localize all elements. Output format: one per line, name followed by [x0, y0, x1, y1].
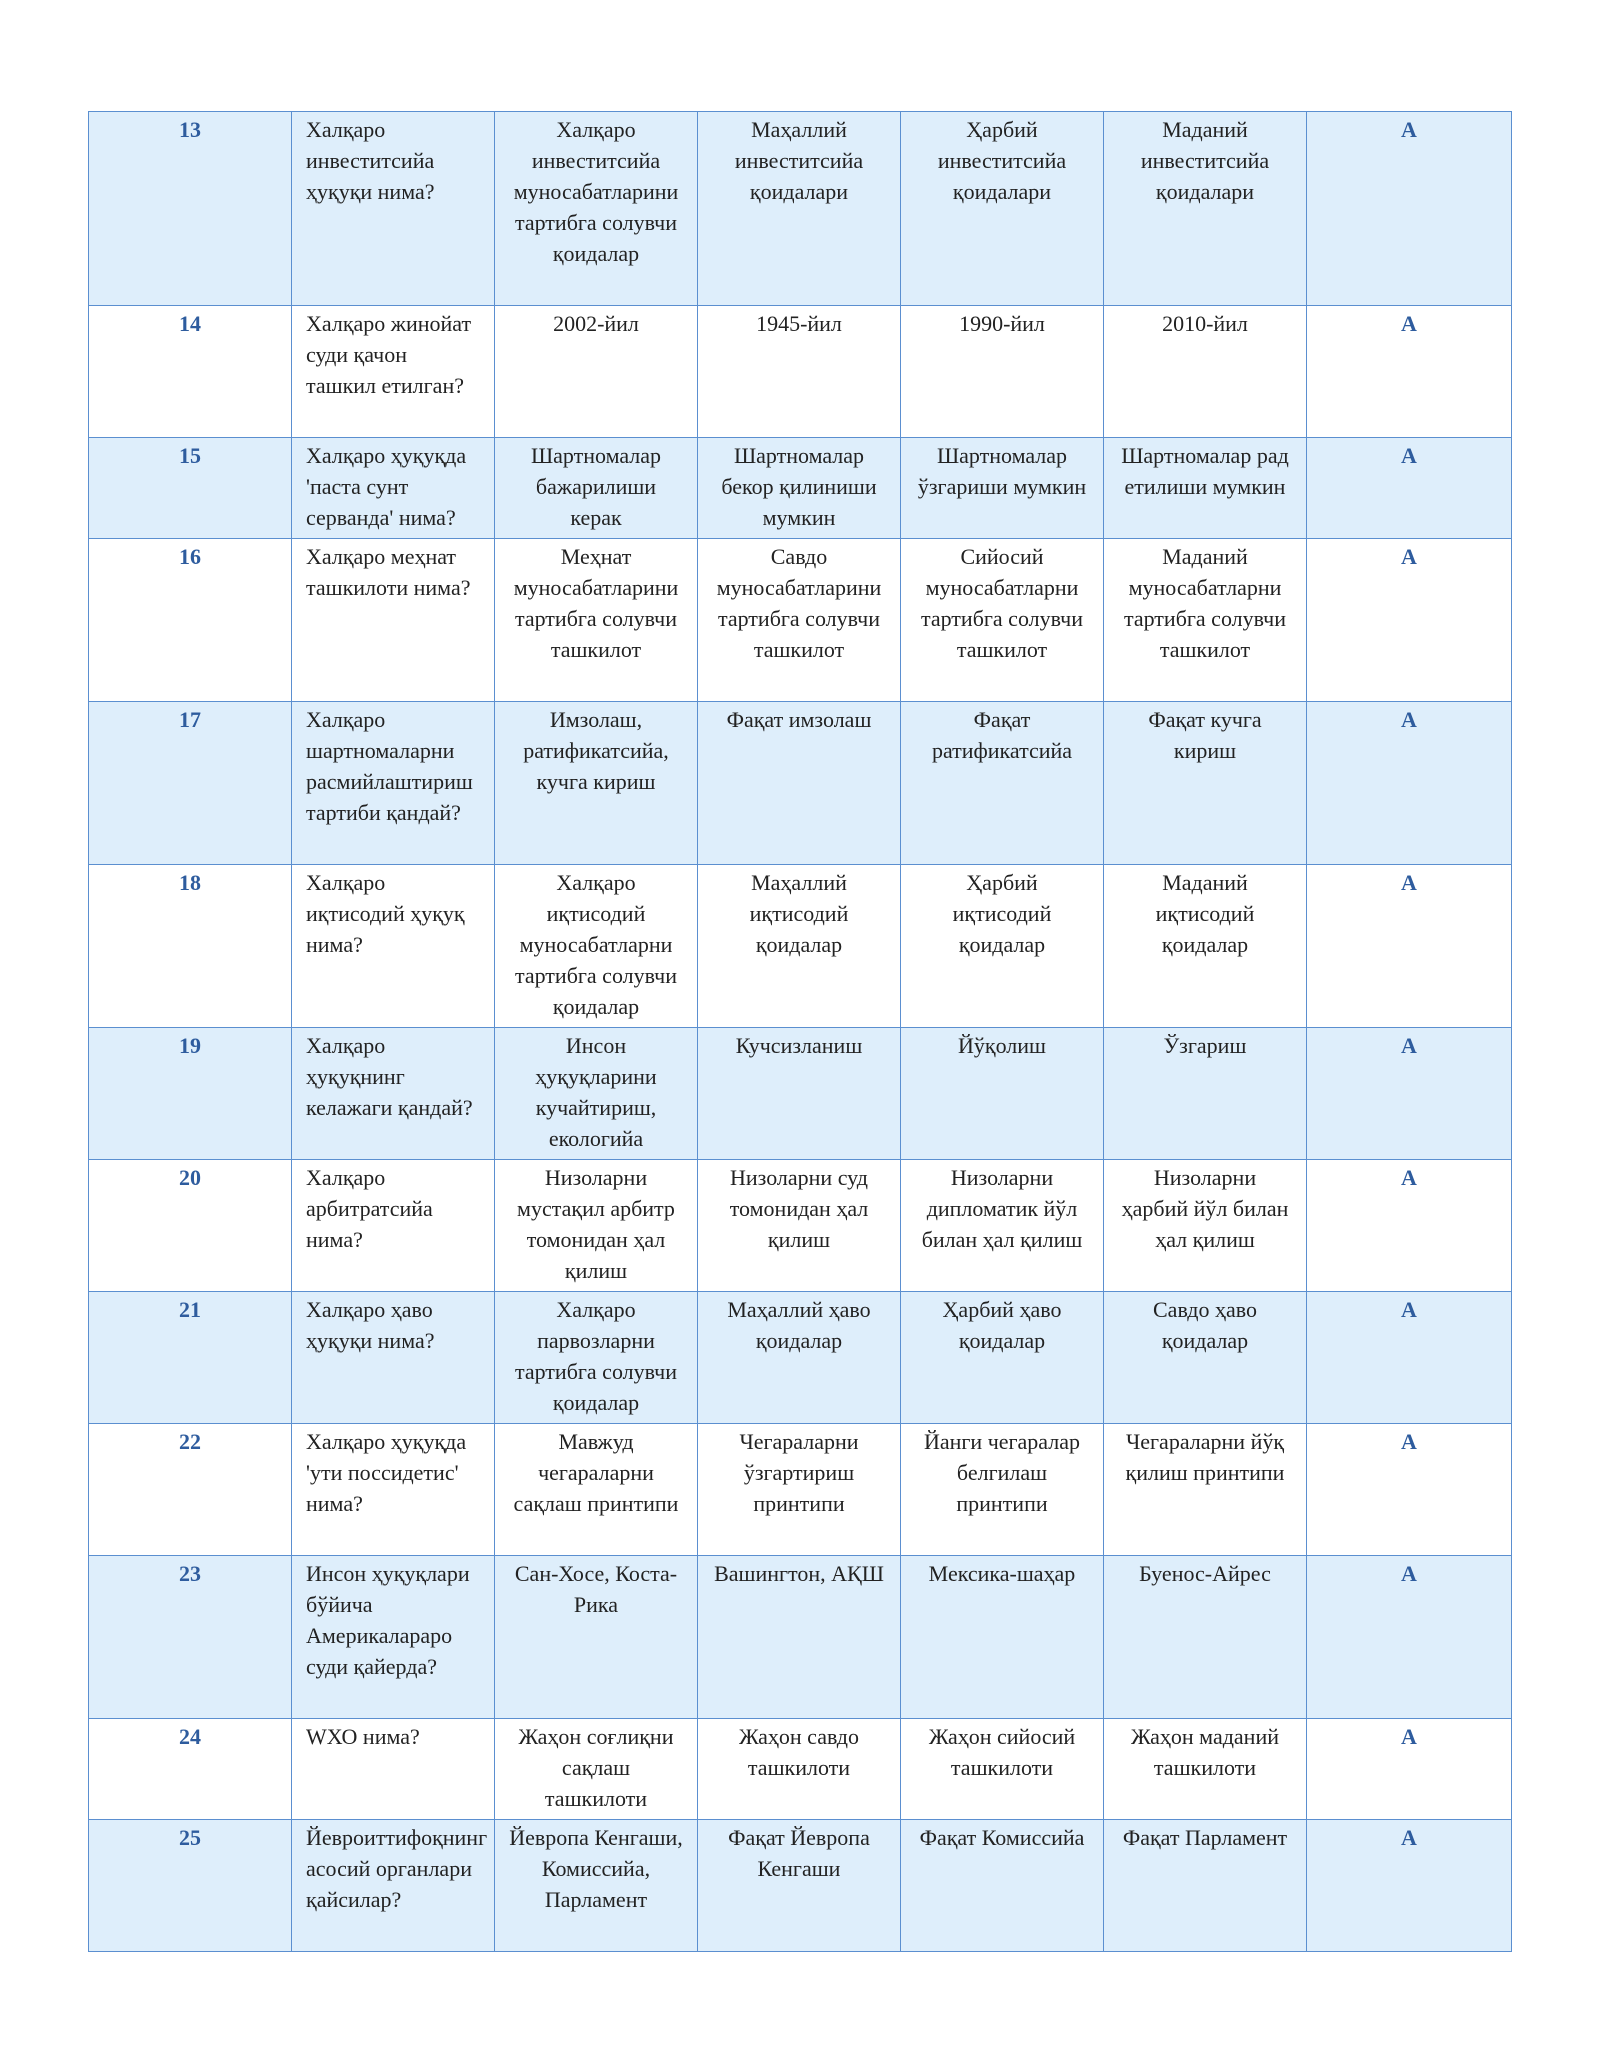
option-c: Йанги чегаралар белгилаш принтипи — [901, 1424, 1104, 1556]
table-row — [89, 1424, 1512, 1556]
option-d: Савдо ҳаво қоидалар — [1104, 1292, 1307, 1424]
table-row — [89, 1719, 1512, 1820]
question-text: Халқаро ҳаво ҳуқуқи нима? — [292, 1292, 495, 1424]
option-b: Чегараларни ўзгартириш принтипи — [698, 1424, 901, 1556]
question-text: Йевроиттифоқнинг асосий органлари қайсилар? — [292, 1820, 495, 1952]
option-d: Фақат Парламент — [1104, 1820, 1307, 1952]
question-text: Халқаро жинойат суди қачон ташкил етилган? — [292, 306, 495, 438]
option-b: Фақат Йевропа Кенгаши — [698, 1820, 901, 1952]
option-d: Маданий инвеститсийа қоидалари — [1104, 112, 1307, 306]
option-a: Имзолаш, ратификатсийа, кучга кириш — [495, 702, 698, 865]
question-text: Халқаро иқтисодий ҳуқуқ нима? — [292, 865, 495, 1028]
option-d: Чегараларни йўқ қилиш принтипи — [1104, 1424, 1307, 1556]
option-a: Халқаро парвозларни тартибга солувчи қоидалар — [495, 1292, 698, 1424]
question-text: Халқаро арбитратсийа нима? — [292, 1160, 495, 1292]
question-number: 18 — [89, 865, 292, 1028]
question-number: 21 — [89, 1292, 292, 1424]
correct-answer: A — [1307, 1556, 1512, 1719]
questions-table — [88, 111, 1512, 1952]
option-a: Йевропа Кенгаши, Комиссийа, Парламент — [495, 1820, 698, 1952]
option-b: 1945-йил — [698, 306, 901, 438]
option-b: Шартномалар бекор қилиниши мумкин — [698, 438, 901, 539]
question-number: 24 — [89, 1719, 292, 1820]
option-c: Ҳарбий ҳаво қоидалар — [901, 1292, 1104, 1424]
table-row — [89, 1292, 1512, 1424]
question-number: 13 — [89, 112, 292, 306]
option-b: Низоларни суд томонидан ҳал қилиш — [698, 1160, 901, 1292]
question-number: 17 — [89, 702, 292, 865]
option-b: Маҳаллий ҳаво қоидалар — [698, 1292, 901, 1424]
question-text: Халқаро инвеститсийа ҳуқуқи нима? — [292, 112, 495, 306]
correct-answer: A — [1307, 539, 1512, 702]
option-c: Шартномалар ўзгариши мумкин — [901, 438, 1104, 539]
table-row — [89, 438, 1512, 539]
question-text: Халқаро ҳуқуқнинг келажаги қандай? — [292, 1028, 495, 1160]
correct-answer: A — [1307, 112, 1512, 306]
table-row — [89, 1160, 1512, 1292]
option-d: Буенос-Айрес — [1104, 1556, 1307, 1719]
option-c: Фақат Комиссийа — [901, 1820, 1104, 1952]
table-row — [89, 1556, 1512, 1719]
option-d: Маданий муносабатларни тартибга солувчи ташкилот — [1104, 539, 1307, 702]
question-text: Халқаро меҳнат ташкилоти нима? — [292, 539, 495, 702]
correct-answer: A — [1307, 1719, 1512, 1820]
option-c: Мексика-шаҳар — [901, 1556, 1104, 1719]
question-number: 23 — [89, 1556, 292, 1719]
option-c: Йўқолиш — [901, 1028, 1104, 1160]
option-b: Савдо муносабатларини тартибга солувчи ташкилот — [698, 539, 901, 702]
option-d: Маданий иқтисодий қоидалар — [1104, 865, 1307, 1028]
option-b: Жаҳон савдо ташкилоти — [698, 1719, 901, 1820]
correct-answer: A — [1307, 1028, 1512, 1160]
option-b: Маҳаллий иқтисодий қоидалар — [698, 865, 901, 1028]
correct-answer: A — [1307, 438, 1512, 539]
question-number: 16 — [89, 539, 292, 702]
option-c: 1990-йил — [901, 306, 1104, 438]
correct-answer: A — [1307, 702, 1512, 865]
option-c: Жаҳон сийосий ташкилоти — [901, 1719, 1104, 1820]
question-text: Халқаро шартномаларни расмийлаштириш тартиби қандай? — [292, 702, 495, 865]
question-number: 25 — [89, 1820, 292, 1952]
correct-answer: A — [1307, 865, 1512, 1028]
option-b: Фақат имзолаш — [698, 702, 901, 865]
option-c: Ҳарбий иқтисодий қоидалар — [901, 865, 1104, 1028]
option-b: Вашингтон, АҚШ — [698, 1556, 901, 1719]
option-a: Шартномалар бажарилиши керак — [495, 438, 698, 539]
table-row — [89, 1028, 1512, 1160]
question-number: 20 — [89, 1160, 292, 1292]
option-a: Меҳнат муносабатларини тартибга солувчи ташкилот — [495, 539, 698, 702]
option-a: Халқаро иқтисодий муносабатларни тартибга солувчи қоидалар — [495, 865, 698, 1028]
question-text: Инсон ҳуқуқлари бўйича Америкалараро суди қайерда? — [292, 1556, 495, 1719]
correct-answer: A — [1307, 306, 1512, 438]
table-row — [89, 539, 1512, 702]
option-a: Инсон ҳуқуқларини кучайтириш, екологийа — [495, 1028, 698, 1160]
option-c: Фақат ратификатсийа — [901, 702, 1104, 865]
question-number: 22 — [89, 1424, 292, 1556]
correct-answer: A — [1307, 1424, 1512, 1556]
option-d: 2010-йил — [1104, 306, 1307, 438]
table-row — [89, 306, 1512, 438]
table-row — [89, 112, 1512, 306]
question-number: 14 — [89, 306, 292, 438]
option-c: Низоларни дипломатик йўл билан ҳал қилиш — [901, 1160, 1104, 1292]
question-text: Халқаро ҳуқуқда 'ути поссидетис' нима? — [292, 1424, 495, 1556]
option-a: 2002-йил — [495, 306, 698, 438]
option-d: Ўзгариш — [1104, 1028, 1307, 1160]
option-a: Жаҳон соғлиқни сақлаш ташкилоти — [495, 1719, 698, 1820]
option-a: Халқаро инвеститсийа муносабатларини тартибга солувчи қоидалар — [495, 112, 698, 306]
question-number: 15 — [89, 438, 292, 539]
correct-answer: A — [1307, 1820, 1512, 1952]
option-d: Жаҳон маданий ташкилоти — [1104, 1719, 1307, 1820]
option-a: Мавжуд чегараларни сақлаш принтипи — [495, 1424, 698, 1556]
table-row — [89, 865, 1512, 1028]
table-row — [89, 1820, 1512, 1952]
question-number: 19 — [89, 1028, 292, 1160]
correct-answer: A — [1307, 1160, 1512, 1292]
option-c: Сийосий муносабатларни тартибга солувчи ташкилот — [901, 539, 1104, 702]
option-b: Кучсизланиш — [698, 1028, 901, 1160]
question-text: Халқаро ҳуқуқда 'паста сунт серванда' нима? — [292, 438, 495, 539]
option-d: Низоларни ҳарбий йўл билан ҳал қилиш — [1104, 1160, 1307, 1292]
correct-answer: A — [1307, 1292, 1512, 1424]
option-d: Фақат кучга кириш — [1104, 702, 1307, 865]
option-a: Низоларни мустақил арбитр томонидан ҳал қилиш — [495, 1160, 698, 1292]
option-c: Ҳарбий инвеститсийа қоидалари — [901, 112, 1104, 306]
table-row — [89, 702, 1512, 865]
option-a: Сан-Хосе, Коста-Рика — [495, 1556, 698, 1719]
document-page — [88, 111, 1511, 1952]
option-d: Шартномалар рад етилиши мумкин — [1104, 438, 1307, 539]
question-text: WХО нима? — [292, 1719, 495, 1820]
option-b: Маҳаллий инвеститсийа қоидалари — [698, 112, 901, 306]
